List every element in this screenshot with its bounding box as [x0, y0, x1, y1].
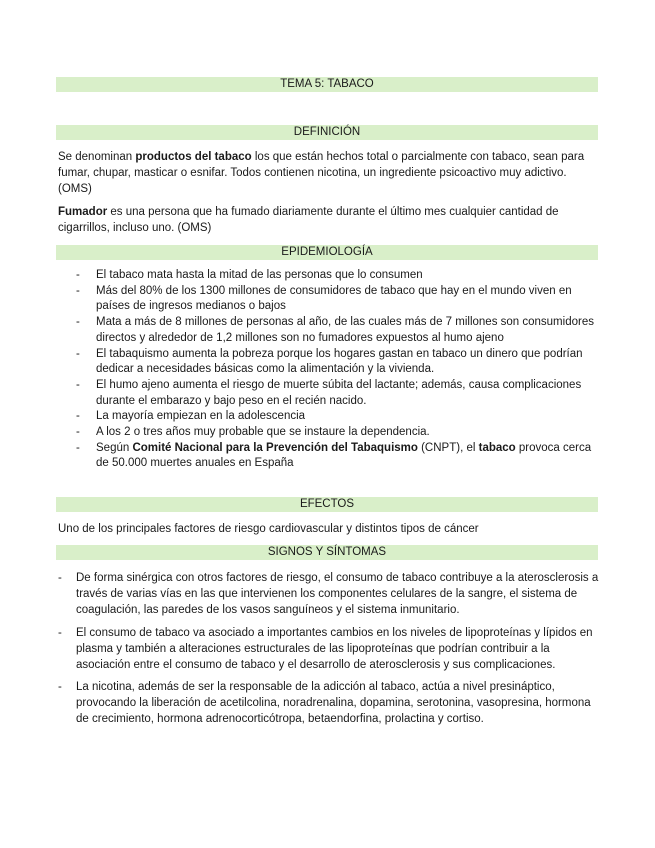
p2-post: es una persona que ha fumado diariamente durante el último mes cualquier cantidad de cigarrillos, incluso uno. (OMS)	[58, 206, 559, 234]
p1-bold-term: productos del tabaco	[135, 151, 252, 163]
efectos-heading	[56, 497, 598, 512]
signos-heading-text: SIGNOS Y SÍNTOMAS	[267, 546, 387, 558]
list-item: - De forma sinérgica con otros factores de riesgo, el consumo de tabaco contribuye a la aterosclerosis a través de varias vías en las que intervienen los componentes celulares de la sangre, el sistema de coagulación, las paredes de los vasos sanguíneos y el sistema inmunitario.	[58, 572, 599, 616]
tabaco-bold: tabaco	[478, 441, 516, 454]
definicion-heading	[56, 125, 598, 140]
p1-post: los que están hechos total o parcialmente con tabaco, sean para fumar, chupar, masticar o esnifar. Todos contienen nicotina, un ingrediente psicoactivo muy adictivo. (OMS)	[58, 151, 585, 195]
p2-bold-term: Fumador	[58, 206, 108, 218]
list-item: - El tabaquismo aumenta la pobreza porque los hogares gastan en tabaco un dinero que podrían dedicar a necesidades básicas como la alimentación y la vivienda.	[76, 347, 583, 376]
signos-list	[58, 570, 602, 734]
signos-heading	[56, 545, 598, 560]
list-item: - Según Comité Nacional para la Prevención del Tabaquismo (CNPT), el tabaco provoca cerca de 50.000 muertes anuales en España	[76, 441, 592, 470]
list-item: - El consumo de tabaco va asociado a importantes cambios en los niveles de lipoproteínas y lípidos en plasma y también a alteraciones estructurales de las lipoproteínas que podrían contribuir a la asociación entre el consumo de tabaco y el desarrollo de aterosclerosis y sus complicaciones.	[58, 626, 593, 671]
list-item: - Mata a más de 8 millones de personas al año, de las cuales más de 7 millones son consumidores directos y alrededor de 1,2 millones son no fumadores expuestos al humo ajeno	[76, 316, 594, 344]
page-title: TEMA 5: TABACO	[280, 78, 374, 90]
definicion-paragraph-2	[58, 204, 602, 236]
list-item: - La mayoría empiezan en la adolescencia	[76, 410, 306, 423]
epidemiologia-heading	[56, 245, 598, 260]
definicion-heading-text: DEFINICIÓN	[293, 126, 361, 138]
efectos-paragraph: Uno de los principales factores de riesgo cardiovascular y distintos tipos de cáncer	[58, 523, 479, 535]
definicion-paragraph-1	[58, 149, 602, 197]
title-band	[56, 77, 598, 92]
list-item: - La nicotina, además de ser la responsable de la adicción al tabaco, actúa a nivel presináptico, provocando la liberación de acetilcolina, noradrenalina, dopamina, serotonina, vasopresina, hormona de crecimiento, hormona adrenocorticótropa, betaendorfina, prolactina y cortiso.	[58, 681, 591, 725]
efectos-heading-text: EFECTOS	[299, 498, 355, 510]
cnpt-bold: Comité Nacional para la Prevención del Tabaquismo	[132, 441, 418, 454]
list-item: - Más del 80% de los 1300 millones de consumidores de tabaco que hay en el mundo viven en países de ingresos medianos o bajos	[76, 284, 572, 313]
list-item: - El humo ajeno aumenta el riesgo de muerte súbita del lactante; además, causa complicaciones durante el embarazo y bajo peso en el recién nacido.	[76, 378, 582, 407]
epidemiologia-list	[58, 268, 602, 472]
epidemiologia-heading-text: EPIDEMIOLOGÍA	[281, 246, 373, 258]
list-item: - El tabaco mata hasta la mitad de las personas que lo consumen	[76, 269, 423, 281]
list-item: - A los 2 o tres años muy probable que se instaure la dependencia.	[76, 426, 430, 439]
p1-pre: Se denominan	[58, 151, 136, 163]
